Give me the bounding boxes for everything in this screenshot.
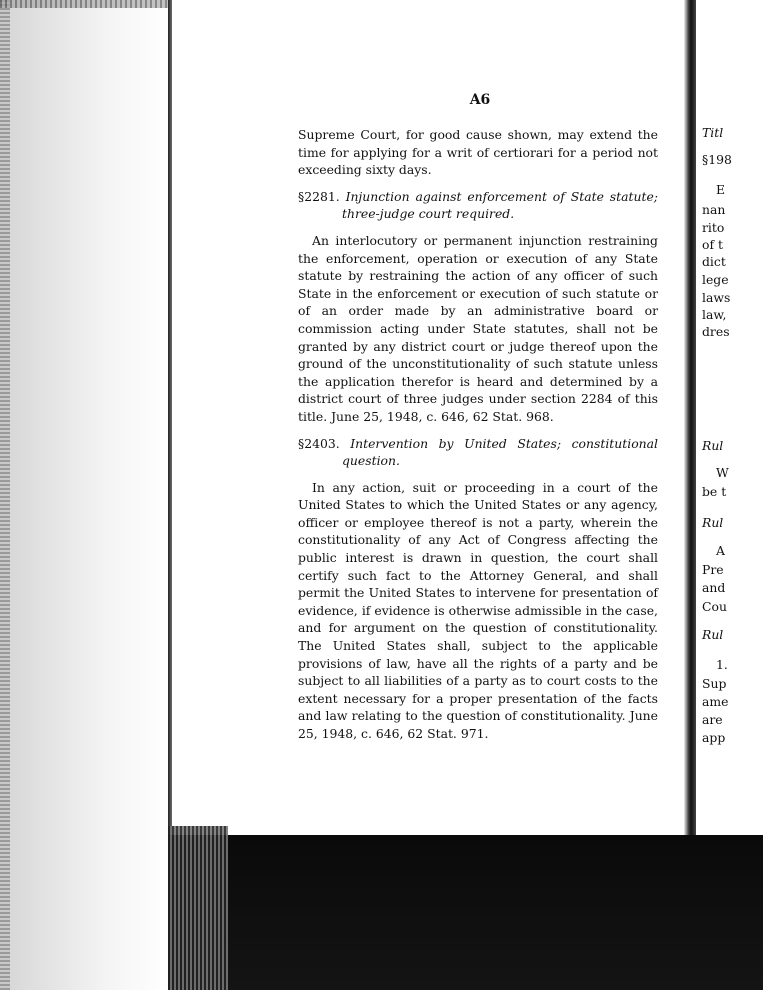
facing-page-fragment: dict bbox=[702, 254, 726, 269]
facing-page-fragment: Rul bbox=[702, 438, 724, 453]
facing-page-fragment: of t bbox=[702, 237, 723, 252]
facing-page bbox=[696, 0, 763, 835]
facing-page-fragment: 1. bbox=[716, 657, 728, 672]
scan-bottom-edge bbox=[168, 826, 228, 990]
facing-page-fragment: lege bbox=[702, 272, 729, 287]
section-body-2403: In any action, suit or proceeding in a court of the United States to which the United States or any agency, officer or employee thereof is not a party, wherein the constitutionality of any Act of Congress affecting the public interest is drawn in question, the court shall certify such fact to the Attorney General, and shall permit the United States to intervene for presentation of evidence, if evidence is otherwise admissible in the case, and for argument on the question of constitutionality. The United States shall, subject to the applicable provisions of law, have all the rights of a party and be subject to all liabilities of a party as to court costs to the extent necessary for a proper presentation of the facts and law relating to the question of constitutionality. June 25, 1948, c. 646, 62 Stat. 971. bbox=[298, 479, 658, 741]
facing-page-fragment: Rul bbox=[702, 627, 724, 642]
facing-page-fragment: Rul bbox=[702, 515, 724, 530]
facing-page-fragment: Pre bbox=[702, 562, 724, 577]
facing-page-fragment: W bbox=[716, 465, 729, 480]
facing-page-fragment: A bbox=[716, 543, 725, 558]
book-spine bbox=[684, 0, 696, 835]
facing-page-fragment: rito bbox=[702, 220, 725, 235]
text-column bbox=[298, 126, 658, 743]
facing-page-fragment: dres bbox=[702, 324, 730, 339]
facing-page-fragment: are bbox=[702, 712, 723, 727]
facing-page-fragment: Sup bbox=[702, 676, 727, 691]
page-number: A6 bbox=[469, 92, 491, 108]
facing-page-fragment: E bbox=[716, 182, 726, 197]
section-body-2281: An interlocutory or permanent injunction restraining the enforcement, operation or execution of any State statute by restraining the action of any officer of such State in the enforcement or execution of such statute or of an order made by an administrative board or commission acting under State statutes, shall not be granted by any district court or judge thereof upon the ground of the unconstitutionality of such statute unless the application therefor is heard and determined by a district court of three judges under section 2284 of this title. June 25, 1948, c. 646, 62 Stat. 968. bbox=[298, 232, 658, 424]
facing-page-fragment: Cou bbox=[702, 599, 727, 614]
section-number: §2403. bbox=[298, 435, 340, 451]
section-title: Intervention by United States; constitutional question. bbox=[342, 435, 658, 469]
facing-page-fragment: §198 bbox=[702, 152, 732, 167]
section-heading-2403 bbox=[298, 435, 658, 470]
facing-page-fragment: law, bbox=[702, 307, 727, 322]
section-title: Injunction against enforcement of State statute; three-judge court required. bbox=[342, 188, 658, 222]
facing-page-fragment: app bbox=[702, 730, 726, 745]
scan-gutter bbox=[0, 0, 10, 990]
facing-page-fragment: nan bbox=[702, 202, 726, 217]
intro-paragraph: Supreme Court, for good cause shown, may extend the time for applying for a writ of certiorari for a period not exceeding sixty days. bbox=[298, 127, 658, 178]
section-heading-2281 bbox=[298, 188, 658, 223]
facing-page-fragment: laws bbox=[702, 290, 731, 305]
scan-gutter-shadow bbox=[10, 0, 170, 990]
facing-page-fragment: be t bbox=[702, 484, 727, 499]
section-number: §2281. bbox=[298, 188, 340, 204]
facing-page-fragment: ame bbox=[702, 694, 729, 709]
facing-page-fragment: and bbox=[702, 580, 726, 595]
facing-page-fragment: Titl bbox=[702, 125, 724, 140]
scan-bottom-shadow bbox=[168, 835, 763, 990]
